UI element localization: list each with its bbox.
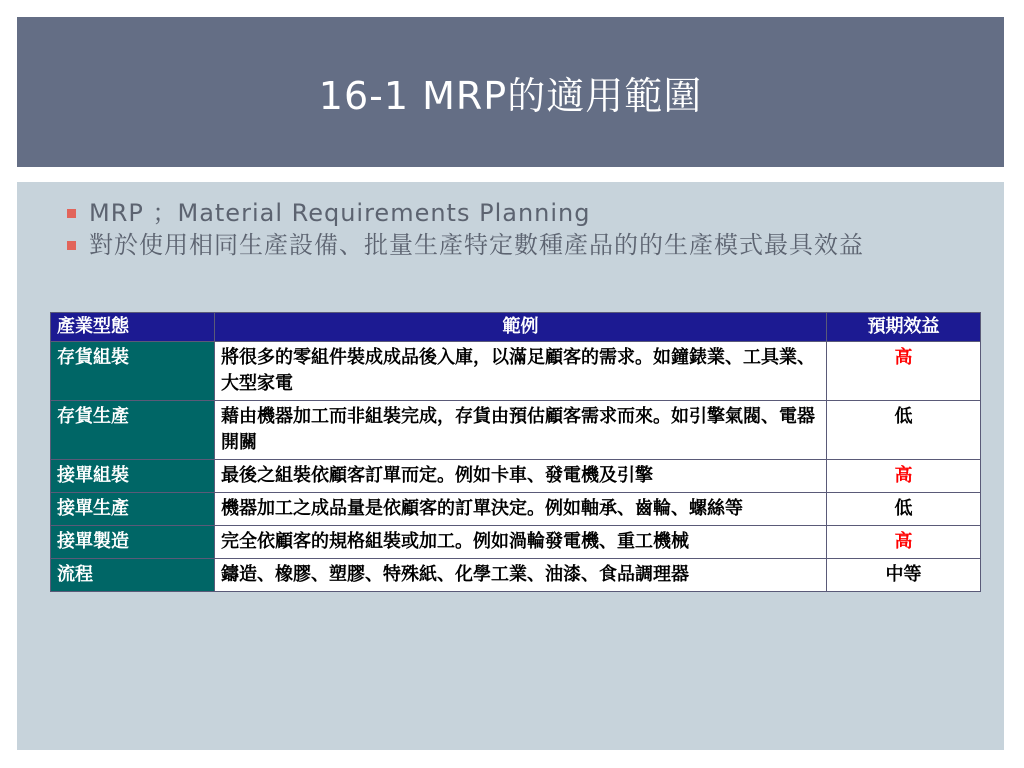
table-row — [51, 401, 981, 460]
cell-example: 完全依顧客的規格組裝或加工。例如渦輪發電機、重工機械 — [215, 526, 827, 559]
cell-benefit: 低 — [827, 401, 981, 460]
cell-example: 鑄造、橡膠、塑膠、特殊紙、化學工業、油漆、食品調理器 — [215, 559, 827, 592]
title-bar — [17, 17, 1004, 167]
header-benefit: 預期效益 — [827, 313, 981, 342]
header-example: 範例 — [215, 313, 827, 342]
bullet-item — [65, 231, 965, 260]
table-header-row — [51, 313, 981, 342]
cell-example: 最後之組裝依顧客訂單而定。例如卡車、發電機及引擎 — [215, 460, 827, 493]
cell-industry-type: 接單製造 — [51, 526, 215, 559]
cell-benefit: 中等 — [827, 559, 981, 592]
table-row — [51, 559, 981, 592]
cell-example: 機器加工之成品量是依顧客的訂單決定。例如軸承、齒輪、螺絲等 — [215, 493, 827, 526]
bullet-list — [65, 199, 965, 263]
bullet-text: 對於使用相同生產設備、批量生產特定數種產品的的生產模式最具效益 — [89, 231, 864, 259]
header-industry-type: 產業型態 — [51, 313, 215, 342]
mrp-table — [50, 312, 981, 592]
cell-industry-type: 存貨組裝 — [51, 342, 215, 401]
table-row — [51, 526, 981, 559]
cell-industry-type: 存貨生產 — [51, 401, 215, 460]
bullet-text: MRP ；Material Requirements Planning — [89, 199, 591, 227]
slide-title: 16-1 MRP的適用範圍 — [318, 73, 703, 118]
cell-benefit: 高 — [827, 526, 981, 559]
content-area — [17, 182, 1004, 750]
cell-benefit: 低 — [827, 493, 981, 526]
square-bullet-icon — [67, 241, 76, 250]
cell-industry-type: 接單組裝 — [51, 460, 215, 493]
cell-industry-type: 流程 — [51, 559, 215, 592]
cell-industry-type: 接單生產 — [51, 493, 215, 526]
table-row — [51, 342, 981, 401]
cell-example: 將很多的零組件裝成成品後入庫，以滿足顧客的需求。如鐘錶業、工具業、大型家電 — [215, 342, 827, 401]
cell-benefit: 高 — [827, 460, 981, 493]
table-row — [51, 460, 981, 493]
cell-example: 藉由機器加工而非組裝完成，存貨由預估顧客需求而來。如引擎氣閥、電器開關 — [215, 401, 827, 460]
cell-benefit: 高 — [827, 342, 981, 401]
square-bullet-icon — [67, 209, 76, 218]
bullet-item — [65, 199, 965, 228]
table-row — [51, 493, 981, 526]
